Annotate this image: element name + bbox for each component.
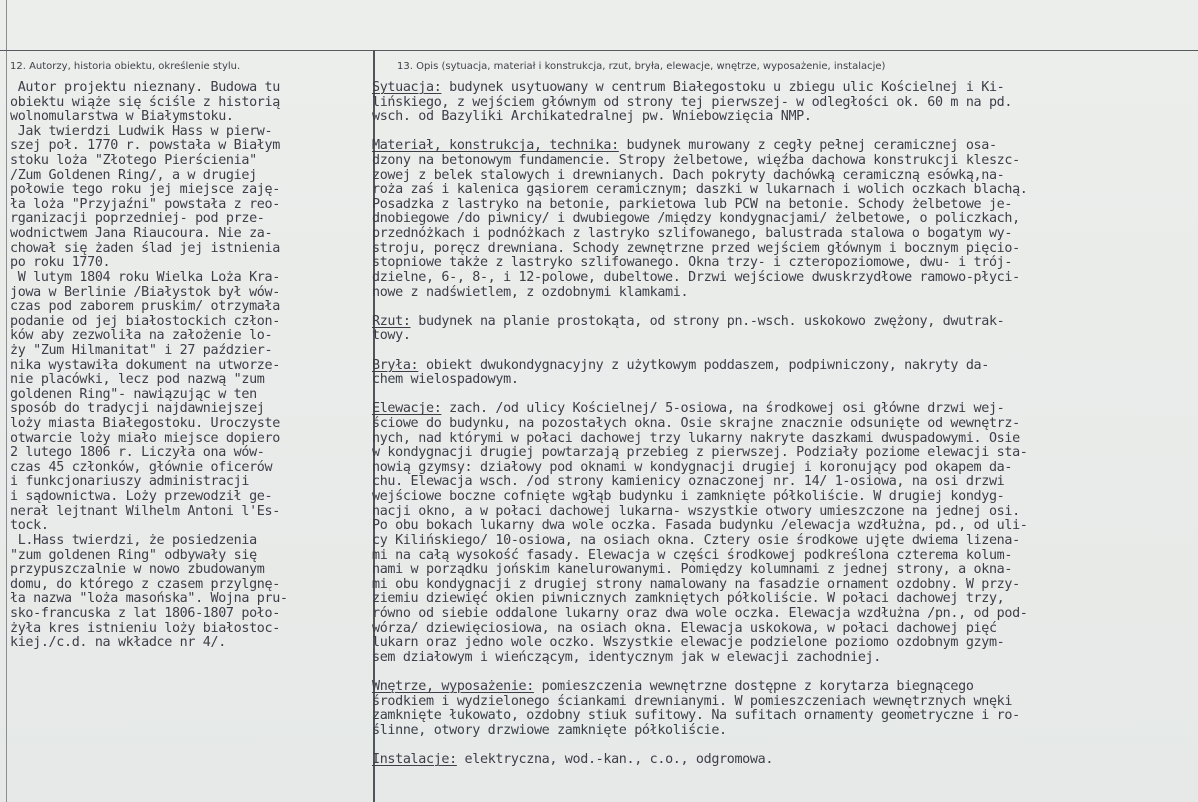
text-line: domu, do którego z czasem przylgnę- [10, 576, 280, 592]
text-line [372, 461, 1198, 476]
text-line: ków aby zezwoliła na założenie lo- [10, 328, 273, 344]
description-text [372, 81, 1198, 768]
text-run: lukarn oraz jedno wole oczko. Wszystkie elewacje podzielone poziomo ozdobnym gzym- [372, 635, 1005, 651]
text-line [372, 709, 1198, 724]
text-run: stroju, poręcz drewniana. Schody zewnętrzne przed wejściem głównym i bocznym pięcio- [372, 240, 1020, 256]
section-label: Sytuacja: [372, 80, 442, 95]
text-line: stoku loża "Złotego Pierścienia" [10, 153, 257, 169]
text-run: cy Kilińskiego/ 10-osiowa, na osiach okna. Cztery osie środkowe ujęte dwiema lizena- [372, 532, 1020, 548]
text-run: budynek murowany z cegły pełnej ceramicznej osa- [618, 138, 997, 154]
text-line [372, 227, 1198, 242]
text-line: Autor projektu nieznany. Budowa tu [10, 80, 280, 95]
text-line: /Zum Goldenen Ring/, a w drugiej [10, 167, 257, 183]
text-line [372, 446, 1198, 461]
text-run: obiekt dwukondygnacyjny z użytkowym poddaszem, podpiwniczony, nakryty da- [418, 357, 989, 373]
text-run: zowej z belek stalowych i drewnianych. Dach pokryty dachówką ceramiczną esówką,na- [372, 167, 1005, 183]
text-line [372, 607, 1198, 622]
text-line: W lutym 1804 roku Wielka Loża Kra- [10, 269, 280, 285]
text-run: nami w porządku jońskim kanelurowanymi. Pomiędzy kolumnami z jednej strony, a okna- [372, 562, 1013, 578]
text-run: dnobiegowe /do piwnicy/ i dwubiegowe /między kondygnacjami/ żelbetowe, o policzkach, [372, 211, 1020, 227]
section-13-heading: 13. Opis (sytuacja, materiał i konstrukcja, rzut, bryła, elewacje, wnętrze, wyposażenie, instalacje) [397, 61, 886, 72]
text-line [372, 549, 1198, 564]
text-line: podanie od jej białostockich człon- [10, 313, 280, 329]
text-run: elektryczna, wod.-kan., c.o., odgromowa. [456, 752, 774, 768]
text-line: i sądownictwa. Loży przewodził ge- [10, 489, 273, 505]
text-line: po roku 1770. [10, 255, 111, 271]
text-line [372, 96, 1198, 111]
blank-line [372, 344, 1198, 359]
text-run: ściowe do budynku, na pozostałych okna. Osie skrajne znacznie odsunięte od wewnętrz- [372, 416, 1020, 432]
text-line: żyła kres istnieniu loży białostoc- [10, 620, 280, 636]
text-line: czas pod zaborem pruskim/ otrzymała [10, 299, 280, 315]
text-run: roża zaś i kalenica gąsiorem ceramicznym; daszki w lukarnach i wolich oczkach blachą. [372, 182, 1028, 198]
text-line: szej poł. 1770 r. powstała w Białym [10, 138, 280, 154]
text-line: czas 45 członków, głównie oficerów [10, 459, 273, 475]
text-run: chu. Elewacja wsch. /od strony kamienicy oznaczonej nr. 14/ 1-osiowa, na osi drzwi [372, 474, 1005, 490]
section-label: Instalacje: [372, 752, 457, 768]
text-line [372, 271, 1198, 286]
text-line [372, 680, 1198, 695]
text-run: środkiem i wydzielonego ściankami drewnianymi. W pomieszczeniach wewnętrznych wnęki [372, 693, 1013, 709]
text-run: wsch. od Bazyliki Archikatedralnej pw. Wniebowzięcia NMP. [372, 109, 812, 125]
text-line [372, 534, 1198, 549]
text-run: mi obu kondygnacji z drugiej strony namalowany na fasadzie ornament ozdobny. W przy- [372, 576, 1020, 592]
text-line: kiej./c.d. na wkładce nr 4/. [10, 635, 226, 651]
text-run: zamknięte łukowato, ozdobny stiuk sufitowy. Na sufitach ornamenty geometryczne i ro- [372, 708, 1020, 724]
text-run: nacji okno, a w połaci dachowej lukarna- wszystkie otwory umieszczone na jednej osi. [372, 503, 1020, 519]
text-line: ży "Zum Hilmanitat" i 27 paździer- [10, 342, 273, 358]
text-run: budynek na planie prostokąta, od strony pn.-wsch. uskokowo zwężony, dwutrak- [410, 313, 1005, 329]
section-12-heading: 12. Autorzy, historia obiektu, określenie stylu. [10, 61, 241, 72]
text-line [372, 402, 1198, 417]
text-line: 2 lutego 1806 r. Liczyła ona wów- [10, 445, 265, 461]
text-line: jowa w Berlinie /Białystok był wów- [10, 284, 280, 300]
blank-line [372, 738, 1198, 753]
text-line [372, 475, 1198, 490]
text-line: loży miasta Białegostoku. Uroczyste [10, 416, 280, 432]
text-line: przypuszczalnie w nowo zbudowanym [10, 562, 265, 578]
text-run: budynek usytuowany w centrum Białegostoku u zbiegu ulic Kościelnej i Ki- [441, 80, 1005, 95]
text-line: sko-francuska z lat 1806-1807 poło- [10, 605, 280, 621]
text-run: zach. /od ulicy Kościelnej/ 5-osiowa, na środkowej osi główne drzwi wej- [441, 401, 1005, 417]
text-run: Posadzka z lastryko na betonie, parkietowa lub PCW na betonie. Schody żelbetowe je- [372, 196, 1013, 212]
text-line [372, 286, 1198, 301]
text-line [372, 432, 1198, 447]
text-line: "zum goldenen Ring" odbywały się [10, 547, 257, 563]
text-line [372, 592, 1198, 607]
text-run: stopniowe także z lastryko szlifowanego. Okna trzy- i czteropoziomowe, dwu- i trój- [372, 255, 1013, 271]
text-line: nie placówki, lecz pod nazwą "zum [10, 372, 265, 388]
text-line: tock. [10, 518, 49, 534]
text-run: nowią gzymsy: działowy pod oknami w kondygnacji drugiej i koronujący pod okapem da- [372, 459, 1013, 475]
text-line [372, 110, 1198, 125]
text-line [372, 139, 1198, 154]
blank-line [372, 665, 1198, 680]
text-line [372, 724, 1198, 739]
left-margin-rule [6, 0, 7, 802]
text-line [372, 695, 1198, 710]
text-line: sposób do tradycji najdawniejszej [10, 401, 265, 417]
section-label: Elewacje: [372, 401, 442, 417]
text-line: otwarcie loży miało miejsce dopiero [10, 430, 280, 446]
text-run: wórza/ dziewięciosiowa, na osiach okna. Elewacja uskokowa, w połaci dachowej pięć [372, 620, 997, 636]
text-run: lińskiego, z wejściem głównym od strony tej pierwszej- w odległości ok. 60 m na pd. [372, 94, 1013, 110]
text-line [372, 563, 1198, 578]
text-line: ła loża "Przyjaźni" powstała z reo- [10, 196, 280, 212]
text-line [372, 315, 1198, 330]
text-run: towy. [372, 328, 411, 344]
blank-line [372, 300, 1198, 315]
text-line [372, 490, 1198, 505]
text-run: sem działowym i wieńczącym, identycznym jak w elewacji zachodniej. [372, 649, 881, 665]
text-line: rganizacji poprzedniej- pod prze- [10, 211, 265, 227]
text-line [372, 753, 1198, 768]
text-run: ziemiu dziewięć okien piwnicznych zamkniętych półkoliście. W połaci dachowej trzy, [372, 591, 1005, 607]
text-line [372, 519, 1198, 534]
text-run: równo od siebie oddalone lukarny oraz dwa wole oczka. Elewacja wzdłużna /pn., od pod- [372, 605, 1028, 621]
text-line [372, 505, 1198, 520]
text-line [372, 636, 1198, 651]
text-line: połowie tego roku jej miejsce zaję- [10, 182, 280, 198]
section-label: Rzut: [372, 313, 411, 329]
section-label: Wnętrze, wyposażenie: [372, 678, 534, 694]
text-line [372, 81, 1198, 96]
blank-line [372, 125, 1198, 140]
text-line: wodnictwem Jana Riaucoura. Nie za- [10, 226, 273, 242]
history-text [10, 81, 372, 651]
text-line [372, 417, 1198, 432]
text-line: nerał lejtnant Wilhelm Antoni l'Es- [10, 503, 280, 519]
text-line [372, 651, 1198, 666]
text-run: ślinne, otwory drzwiowe zamknięte półkoliście. [372, 722, 727, 738]
text-run: mi na całą wysokość fasady. Elewacja w części środkowej podkreślona czterema kolum- [372, 547, 1013, 563]
text-line [372, 256, 1198, 271]
text-line: wolnomularstwa w Białymstoku. [10, 109, 234, 125]
text-run: nowe z nadświetlem, z ozdobnymi klamkami. [372, 284, 689, 300]
text-line: L.Hass twierdzi, że posiedzenia [10, 532, 257, 548]
text-line: nika wystawiła dokument na utworze- [10, 357, 280, 373]
text-line: i funkcjonariuszy administracji [10, 474, 250, 490]
text-run: dzielne, 6-, 8-, i 12-polowe, dubeltowe. Drzwi wejściowe dwuskrzydłowe ramowo-płyci- [372, 269, 1020, 285]
text-run: chem wielospadowym. [372, 372, 519, 388]
text-run: pomieszczenia wewnętrzne dostępne z korytarza biegnącego [533, 678, 974, 694]
text-line [372, 183, 1198, 198]
section-label: Materiał, konstrukcja, technika: [372, 138, 619, 154]
text-line [372, 198, 1198, 213]
text-line [372, 359, 1198, 374]
text-run: w kondygnacji drugiej powtarzają przebieg z pierwszej. Podziały poziome elewacji sta- [372, 445, 1028, 461]
text-line [372, 373, 1198, 388]
text-line: Jak twierdzi Ludwik Hass w pierw- [10, 123, 273, 139]
text-run: nych, nad którymi w połaci dachowej trzy lukarny nakryte daszkami dwuspadowymi. Osie [372, 430, 1020, 446]
text-line: obiektu wiąże się ściśle z historią [10, 94, 280, 110]
text-line [372, 622, 1198, 637]
text-line [372, 329, 1198, 344]
text-run: przednóżkach i podnóżkach z lastryko szlifowanego, balustrada stalowa o bogatym wy- [372, 226, 1013, 242]
text-run: Po obu bokach lukarny dwa wole oczka. Fasada budynku /elewacja wzdłużna, pd., od uli- [372, 518, 1028, 534]
text-line: chował się żaden ślad jej istnienia [10, 240, 280, 256]
text-line [372, 154, 1198, 169]
section-label: Bryła: [372, 357, 419, 373]
top-rule [0, 50, 1198, 51]
text-run: dzony na betonowym fundamencie. Stropy żelbetowe, więźba dachowa konstrukcji kleszc- [372, 153, 1020, 169]
text-line: goldenen Ring"- nawiązując w ten [10, 386, 257, 402]
text-line: ła nazwa "loża masońska". Wojna pru- [10, 591, 288, 607]
text-run: wejściowe boczne cofnięte wgłąb budynku i zamknięte półkoliście. W drugiej kondyg- [372, 489, 1005, 505]
text-line [372, 212, 1198, 227]
